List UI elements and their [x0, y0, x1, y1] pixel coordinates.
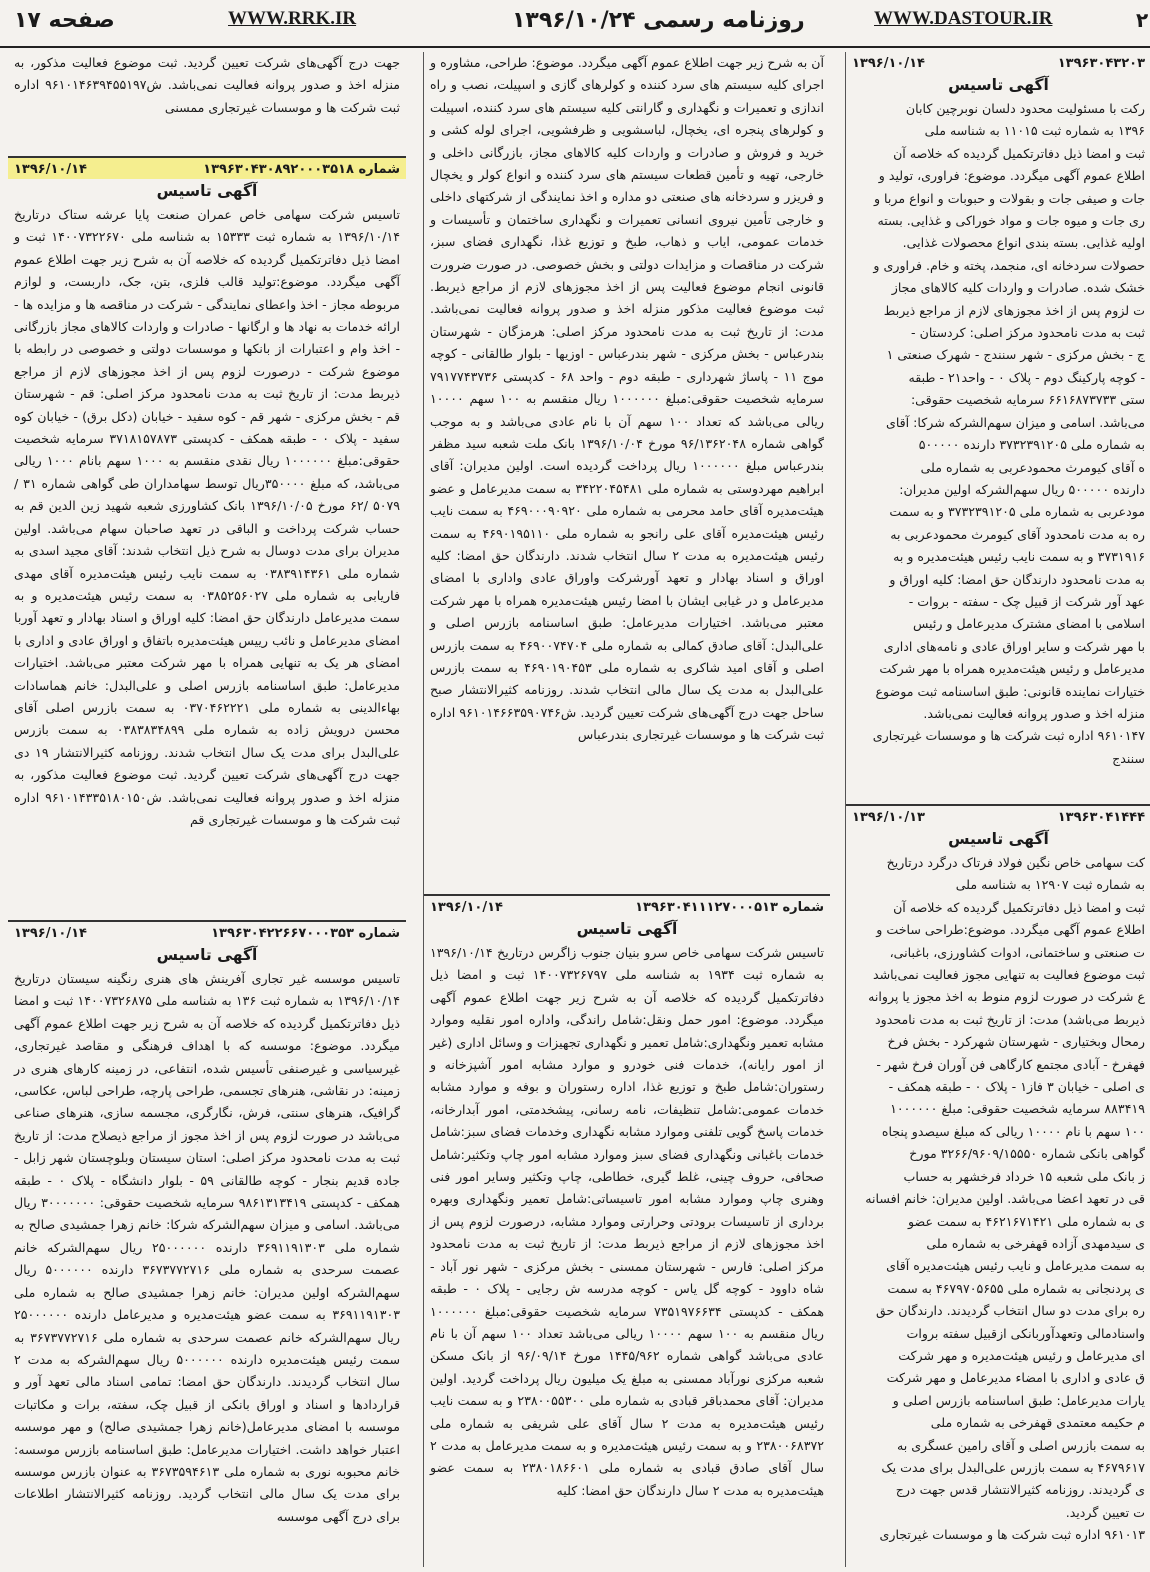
ad-line: اطلاع عموم آگهی میگردد. موضوع: فراوری، تولید و	[878, 168, 1145, 184]
ad-line: ق عادی و اداری با امضاء مدیرعامل و مهر شرکت	[886, 1370, 1145, 1386]
ad-date: ۱۳۹۶/۱۰/۱۴	[852, 56, 925, 71]
ad-line: خشک شده. صادرات و واردات کلیه کالاهای مجاز	[891, 280, 1145, 296]
ad-line: ره به مدت نامحدود آقای کیومرث محمودعربی به	[890, 526, 1145, 542]
ad-line: ذیربط می‌باشد) مدت: از تاریخ ثبت به مدت نامحدود	[875, 1011, 1145, 1027]
ad-line: جات و صیفی جات و بقولات و حبوبات و انواع مربا و	[873, 190, 1145, 206]
ad-number: شماره ۱۳۹۶۳۰۴۳۰۸۹۲۰۰۰۳۵۱۸	[203, 162, 400, 177]
ad-number: شماره ۱۳۹۶۳۰۴۲۲۶۶۷۰۰۰۳۵۳	[211, 926, 400, 941]
ad-line: به شماره ملی ۳۷۳۲۳۹۱۲۰۵ دارنده ۵۰۰۰۰۰	[918, 437, 1145, 453]
ad-line: ت تعیین گردید.	[1065, 1504, 1145, 1520]
ad-meta	[424, 896, 830, 917]
ad-line: ی سیدمهدی آزاده قهفرخی به شماره ملی	[926, 1235, 1145, 1251]
ad-line: مودعربی به شماره ملی ۳۷۳۲۳۹۱۲۰۵ و به سمت	[889, 504, 1145, 520]
ad-line: ۸۸۳۴۱۹ سرمایه شخصیت حقوقی: مبلغ ۱۰۰۰۰۰۰	[890, 1101, 1145, 1117]
ad-line: اسلامی با امضای مشترک مدیرعامل و رئیس	[912, 616, 1145, 632]
ad-line: ی به شماره ملی ۴۶۲۱۶۷۱۴۲۱ به سمت عضو	[908, 1213, 1145, 1229]
column-left	[8, 52, 406, 1567]
ad-line: ره برای مدت دو سال انتخاب گردیدند. دارندگان حق	[875, 1303, 1145, 1319]
ad-line: قی در تعهد اعضا می‌باشد. اولین مدیران: خانم افسانه	[865, 1191, 1145, 1207]
ad-tail	[8, 52, 406, 152]
ad-line: ۴۶۷۹۶۱۷ به سمت بازرس علی‌البدل برای مدت یک	[881, 1459, 1145, 1475]
ad-title: آگهی تاسیس	[948, 76, 1049, 94]
ad-line: مدیرعامل و رئیس هیئت‌مدیره همراه با مهر شرکت	[879, 661, 1145, 677]
ad-tail-text: جهت درج آگهی‌های شرکت تعیین گردید. ثبت موضوع فعالیت مذکور، به منزله اخذ و صدور پروانه فعالیت نمی‌باشد. ش۹۶۱۰۱۴۶۳۹۴۵۵۱۹۷ اداره ثبت شرکت ها و موسسات غیرتجاری ممسنی	[14, 55, 400, 115]
ad-meta	[8, 158, 406, 179]
ad-line: گواهی بانکی شماره ۳۲۶۶/۹۶۰۹/۱۵۵۵۰ مورخ	[909, 1146, 1145, 1162]
ad-line: ثبت و امضا ذیل دفاترتکمیل گردیده که خلاصه آن	[893, 145, 1145, 161]
ad-body: تاسیس شرکت سهامی خاص عمران صنعت پایا عرشه ستاک درتاریخ ۱۳۹۶/۱۰/۱۴ به شماره ثبت ۱۵۳۳۳ به شناسه ملی ۱۴۰۰۷۳۲۲۶۷۰ ثبت و امضا ذیل دفاترتکمیل گردیده که خلاصه آن به شرح زیر جهت اطلاع عموم آگهی میگردد. موضوع:تولید قالب فلزی، بتن، جک، داربست، و لوازم مربوطه مجاز - اخذ واعطای نمایندگی - شرکت در مناقصه ها و مزایده ها - ارائه خدمات به نهاد ها و ارگانها - صادرات و واردات کالاهای مجاز بازرگانی - اخذ وام و اعتبارات از بانکها و موسسات دولتی و خصوصی در رابطه با موضوع شرکت - درصورت لزوم پس از اخذ مجوزهای لازم از مراجع ذیربط مدت: از تاریخ ثبت به مدت نامحدود مرکز اصلی: قم - شهرستان قم - بخش مرکزی - شهر قم - کوه سفید - خیابان (دکل برق) - خیابان کوه سفید - پلاک ۰ - طبقه همکف - کدپستی ۳۷۱۸۱۵۷۸۷۳ سرمایه شخصیت حقوقی:مبلغ ۱۰۰۰۰۰۰ ریال نقدی منقسم به ۱۰۰۰ سهم بانام ۱۰۰۰ ریالی می‌باشد، که مبلغ ۳۵۰۰۰۰ریال توسط سهامداران طی گواهی شماره ۳۱ /۵۰۷۹ /۶۲ مورخ ۱۳۹۶/۱۰/۰۵ بانک کشاورزی شعبه شهید زین الدین قم به حساب شرکت پرداخت و الباقی در تعهد صاحبان سهام می‌باشد. اولین مدیران برای مدت دوسال به شرح ذیل انتخاب شدند: آقای مجید اسدی به شماره ملی ۰۳۸۳۹۱۴۳۶۱ به سمت نایب رئیس هیئت‌مدیره آقای مهدی فاریابی به شماره ملی ۰۳۸۵۲۵۶۰۲۷ به سمت رئیس هیئت‌مدیره و به سمت مدیرعامل دارندگان حق امضا: کلیه اوراق و اسناد بهادار و تعهد آوربا امضای مدیرعامل و نائب رییس هیئت‌مدیره باتفاق و اوراق عادی و اداری با امضای هر یک به تنهایی همراه با مهر شرکت معتبر می‌باشد. اختیارات مدیرعامل: طبق اساسنامه بازرس اصلی و علی‌البدل: خانم هماسادات بهاءالدینی به شماره ملی ۰۳۷۰۴۶۲۲۲۱ به سمت بازرس اصلی آقای محسن درویش زاده به شماره ملی ۰۳۸۳۸۳۴۸۹۹ به سمت بازرس علی‌البدل برای مدت یک سال انتخاب شدند. روزنامه کثیرالانتشار ۱۹ دی جهت درج آگهی‌های شرکت تعیین گردید. ثبت موضوع فعالیت مذکور، به منزله اخذ و صدور پروانه فعالیت نمی‌باشد. ش۹۶۱۰۱۴۳۳۵۱۸۰۱۵۰ اداره ثبت شرکت ها و موسسات غیرتجاری قم	[14, 207, 401, 827]
page-header	[0, 0, 1150, 48]
ad-line: ه آقای کیومرث محمودعربی به شماره ملی	[920, 459, 1145, 475]
ad-block	[846, 804, 1150, 1567]
ad-line: سنندج	[1112, 750, 1145, 766]
ad-title: آگهی تاسیس	[156, 946, 258, 964]
ad-block	[8, 920, 406, 1567]
ad-line: اطلاع عموم آگهی میگردد. موضوع:طراحی ساخت و	[876, 922, 1145, 938]
ad-line: ستی ۶۶۱۶۸۷۳۷۳۳ سرمایه شخصیت حقوقی:	[910, 392, 1145, 408]
newspaper-date-title: روزنامه رسمی ۱۳۹۶/۱۰/۲۴	[512, 8, 805, 33]
ad-date: ۱۳۹۶/۱۰/۱۴	[430, 900, 503, 915]
ad-number: شماره ۱۳۹۶۳۰۴۱۱۱۲۷۰۰۰۵۱۳	[635, 900, 824, 915]
ad-line: ی گردیدند. روزنامه کثیرالانتشار قدس جهت درج	[895, 1482, 1145, 1498]
ad-line: رمحال وبختیاری - شهرستان شهرکرد - بخش فرخ	[887, 1034, 1145, 1050]
ad-body: آن به شرح زیر جهت اطلاع عموم آگهی میگردد. موضوع: طراحی، مشاوره و اجرای کلیه سیستم های سرد کننده و کولرهای گازی و اسپیلت، نصب و راه اندازی و تعمیرات و نگهداری و گارانتی کلیه سیستم های سرد کننده، اسپیلت و کولرهای پنجره ای، یخچال، لباسشویی و ظرفشویی، اجرای لوله کشی و خرید و فروش و صادرات و واردات کلیه کالاهای مجاز، بازرگانی داخلی و خارجی، تهیه و تأمین قطعات سیستم های سرد کننده و انواع کولر و یخچال و فریزر و سردخانه های صنعتی دو مداره و اخذ نمایندگی از شرکتهای داخلی و خارجی تأمین نیروی انسانی تعمیرات و نگهداری ساختمان و تأسیسات و خدمات عمومی، ایاب و ذهاب، طبخ و توزیع غذا، نگهداری فضای سبز، شرکت در مناقصات و مزایدات دولتی و بخش خصوصی. در صورت ضرورت قانونی انجام موضوع فعالیت پس از اخذ مجوزهای لازم از مراجع ذیربط. ثبت موضوع فعالیت مذکور منزله اخذ و صدور پروانه فعالیت نمی‌باشد. مدت: از تاریخ ثبت به مدت نامحدود مرکز اصلی: هرمزگان - شهرستان بندرعباس - بخش مرکزی - شهر بندرعباس - اوزیها - بلوار طالقانی - کوچه موج ۱۱ - پاساژ شهرداری - طبقه دوم - واحد ۶۸ - کدپستی ۷۹۱۷۷۴۳۷۳۶ سرمایه شخصیت حقوقی:مبلغ ۱۰۰۰۰۰۰ ریال منقسم به ۱۰۰ سهم ۱۰۰۰۰ ریالی می‌باشد که تعداد ۱۰۰ سهم آن با نام عادی می‌باشد و به موجب گواهی شماره ۹۶/۱۳۶۲۰۴۸ مورخ ۱۳۹۶/۱۰/۰۴ بانک ملت شعبه سید مظفر بندرعباس مبلغ ۱۰۰۰۰۰۰ ریال پرداخت گردیده است. اولین مدیران: آقای ابراهیم مهردوستی به شماره ملی ۳۴۲۲۰۴۵۴۸۱ به سمت مدیرعامل و عضو هیئت‌مدیره آقای حامد محرمی به شماره ملی ۴۶۹۰۰۰۹۰۹۲۰ به سمت نایب رئیس هیئت‌مدیره آقای علی رانجو به شماره ملی ۴۶۹۰۱۹۵۱۱۰ به سمت رئیس هیئت‌مدیره به مدت ۲ سال انتخاب شدند. دارندگان حق امضا: کلیه اوراق و اسناد بهادار و تعهد آورشرکت واوراق عادی واداری با امضای مدیرعامل و در غیابی ایشان با امضا رئیس هیئت‌مدیره همراه با مهر شرکت معتبر می‌باشد. اختیارات مدیرعامل: طبق اساسنامه بازرس اصلی و علی‌البدل: آقای صادق کمالی به شماره ملی ۴۶۹۰۰۷۴۷۰۴ به سمت بازرس اصلی و آقای امید شاکری به شماره ملی ۴۶۹۰۱۹۰۴۵۳ به سمت بازرس علی‌البدل به مدت یک سال مالی انتخاب شدند. روزنامه کثیرالانتشار صبح ساحل جهت درج آگهی‌های شرکت تعیین گردید. ش۹۶۱۰۱۴۶۶۳۵۹۰۷۴۶ اداره ثبت شرکت ها و موسسات غیرتجاری بندرعباس	[430, 55, 824, 743]
ad-date: ۱۳۹۶/۱۰/۱۴	[14, 162, 87, 177]
ad-line: دارنده ۵۰۰۰۰۰ ریال سهم‌الشرکه اولین مدیران:	[899, 481, 1145, 497]
ad-line: - کوچه پارکینگ دوم - پلاک ۰ - واحد۲۱ - طبقه	[908, 369, 1145, 385]
ad-block	[424, 894, 830, 1567]
site-link-dastour[interactable]: WWW.DASTOUR.IR	[874, 8, 1053, 29]
ad-line: کت سهامی خاص نگین فولاد فرتاک درگرد درتاریخ	[886, 855, 1145, 870]
ad-line: ثبت موضوع فعالیت به تنهایی مجوز فعالیت نمی‌باشد	[873, 967, 1145, 983]
ad-date: ۱۳۹۶/۱۰/۱۳	[852, 810, 925, 825]
ad-line: ع شرکت در صورت لزوم منوط به اخذ مجوز یا پروانه	[868, 989, 1145, 1005]
column-middle	[423, 52, 830, 1567]
page-number: صفحه ۱۷	[14, 8, 115, 33]
ad-line: حصولات سردخانه ای، منجمد، پخته و خام. فراوری و	[873, 257, 1145, 273]
ad-body	[846, 852, 1150, 1547]
ad-line: واسنادمالی وتعهدآوربانکی ازقبیل سفته بروات	[906, 1325, 1145, 1341]
ad-line: ۱۰۰ سهم با نام ۱۰۰۰۰ ریالی که مبلغ سیصدو پنجاه	[881, 1123, 1145, 1139]
ad-line: م حکیمه معتمدی قهفرخی به شماره ملی	[930, 1415, 1145, 1431]
ad-title: آگهی تاسیس	[576, 920, 678, 938]
ad-line: ای مدیرعامل و رئیس هیئت‌مدیره و مهر شرکت	[898, 1347, 1145, 1363]
ad-body: تاسیس موسسه غیر تجاری آفرینش های هنری رنگینه سیستان درتاریخ ۱۳۹۶/۱۰/۱۴ به شماره ثبت ۱۳۶ به شناسه ملی ۱۴۰۰۷۳۲۶۸۷۵ ثبت و امضا ذیل دفاترتکمیل گردیده که خلاصه آن به شرح زیر جهت اطلاع عموم آگهی میگردد. موضوع: موسسه که با اهداف فرهنگی و مقاصد غیرتجاری، غیرسیاسی و غیرصنفی تأسیس شده، انتفاعی، در زمینه کارهای هنری در زمینه: در نقاشی، هنرهای تجسمی، طراحی پارچه، طراحی لباس، عکاسی، گرافیک، هنرهای سنتی، فرش، نگارگری، مجسمه سازی، هنرهای صناعی می‌باشد در صورت لزوم پس از اخذ مجوز از مراجع ذیصلاح مدت: از تاریخ ثبت به مدت نامحدود مرکز اصلی: استان سیستان وبلوچستان شهر زابل - جاده قدیم بنجار - کوچه طالقانی ۵۹ - بلوار دانشگاه - پلاک ۰ - طبقه همکف - کدپستی ۹۸۶۱۳۱۳۴۱۹ سرمایه شخصیت حقوقی: ۳۰۰۰۰۰۰۰ ریال می‌باشد. اسامی و میزان سهم‌الشرکه شرکا: خانم زهرا جمشیدی صالح به شماره ملی ۳۶۹۱۱۹۱۳۰۳ دارنده ۲۵۰۰۰۰۰۰ ریال سهم‌الشرکه خانم عصمت سرحدی به شماره ملی ۳۶۷۳۷۷۲۷۱۶ دارنده ۵۰۰۰۰۰۰ ریال سهم‌الشرکه اولین مدیران: خانم زهرا جمشیدی صالح به شماره ملی ۳۶۹۱۱۹۱۳۰۳ به سمت عضو هیئت‌مدیره و مدیرعامل دارنده ۲۵۰۰۰۰۰۰ ریال سهم‌الشرکه خانم عصمت سرحدی به شماره ملی ۳۶۷۳۷۷۲۷۱۶ به سمت رئیس هیئت‌مدیره دارنده ۵۰۰۰۰۰۰ ریال سهم‌الشرکه به مدت ۲ سال انتخاب گردیدند. دارندگان حق امضا: تمامی اسناد مالی تعهد آور و قراردادها و اسناد و اوراق بانکی از قبیل چک، سفته، برات و مکاتبات موسسه با امضای مدیرعامل(خانم زهرا جمشیدی صالح) و مهر موسسه اعتبار خواهد داشت. اختیارات مدیرعامل: طبق اساسنامه بازرس موسسه: خانم محبوبه نوری به شماره ملی ۳۶۷۳۵۹۴۶۱۳ به عنوان بازرس موسسه برای مدت یک سال مالی انتخاب گردید. روزنامه کثیرالانتشار اطلاعات برای درج آگهی موسسه	[14, 971, 400, 1524]
ad-date: ۱۳۹۶/۱۰/۱۴	[14, 926, 87, 941]
ad-line: ت لزوم پس از اخذ مجوزهای لازم از مراجع ذیربط	[883, 302, 1145, 318]
ad-body: تاسیس شرکت سهامی خاص سرو بنیان جنوب زاگرس درتاریخ ۱۳۹۶/۱۰/۱۴ به شماره ثبت ۱۹۳۴ به شناسه ملی ۱۴۰۰۷۳۲۶۷۹۷ ثبت و امضا ذیل دفاترتکمیل گردیده که خلاصه آن به شرح زیر جهت اطلاع عموم آگهی میگردد. موضوع: امور حمل ونقل:شامل راندگی، واداره امور نقلیه وموارد مشابه تعمیر ونگهداری:شامل تعمیر و نگهداری تجهیزات و وسائل اداری (غیر از امور رایانه)، خدمات فنی خودرو و موارد مشابه امور آشپزخانه و رستوران:شامل طبخ و توزیع غذا، اداره رستوران و بوفه و موارد مشابه خدمات عمومی:شامل تنظیفات، نامه رسانی، پیشخدمتی، امور آبدارخانه، خدمات پاسخ گویی تلفنی وموارد مشابه نگهداری وخدمات فضای سبز:شامل خدمات باغبانی ونگهداری فضای سبز وموارد مشابه امور چاپ وتکثیر:شامل صحافی، حروف چینی، غلط گیری، خطاطی، چاپ وتکثیر وسایر امور فنی وهنری چاپ وموارد مشابه امور تاسیساتی:شامل تعمیر ونگهداری وبهره برداری از تاسیسات برودتی وحرارتی وموارد مشابه، درصورت لزوم پس از اخذ مجوزهای لازم از مراجع ذیربط مدت: از تاریخ ثبت به مدت نامحدود مرکز اصلی: فارس - شهرستان ممسنی - بخش مرکزی - شهر نور آباد - شاه داوود - کوچه گل یاس - کوچه مدرسه ش رجایی - پلاک ۰ - طبقه همکف - کدپستی ۷۳۵۱۹۷۶۶۳۴ سرمایه شخصیت حقوقی:مبلغ ۱۰۰۰۰۰۰ ریال منقسم به ۱۰۰ سهم ۱۰۰۰۰ ریالی می‌باشد تعداد ۱۰۰ سهم آن با نام عادی می‌باشد گواهی شماره ۱۴۴۵/۹۶۲ مورخ ۹۶/۰۹/۱۴ از بانک مسکن شعبه مرکزی نورآباد ممسنی به مبلغ یک میلیون ریال پرداخت گردید. اولین مدیران: آقای محمدباقر قبادی به شماره ملی ۲۳۸۰۰۵۵۳۰۰ و به سمت نایب رئیس هیئت‌مدیره به مدت ۲ سال آقای علی شریفی به شماره ملی ۲۳۸۰۰۶۸۳۷۲ و به سمت رئیس هیئت‌مدیره و به سمت مدیرعامل به مدت ۲ سال آقای صادق قبادی به شماره ملی ۲۳۸۰۱۸۶۶۰۱ به سمت عضو هیئت‌مدیره به مدت ۲ سال دارندگان حق امضا: کلیه	[430, 945, 825, 1498]
ad-line: ثبت و امضا ذیل دفاترتکمیل گردیده که خلاصه آن	[893, 899, 1145, 915]
ad-line: ی اصلی - خیابان ۳ فاز۱ - پلاک ۰ - طبقه همکف -	[888, 1079, 1145, 1095]
ad-meta	[846, 52, 1150, 73]
ad-line: عهد آور شرکت از قبیل چک - سفته - بروات -	[908, 593, 1145, 609]
ad-number: ۱۳۹۶۳۰۴۱۴۴۴	[1057, 810, 1145, 825]
ad-title: آگهی تاسیس	[948, 830, 1049, 848]
ad-line: ثبت به مدت نامحدود مرکز اصلی: کردستان -	[911, 325, 1145, 341]
ad-line: می‌باشد. اسامی و میزان سهم‌الشرکه شرکا: آقای	[885, 414, 1145, 430]
ad-line: منزله اخذ و صدور پروانه فعالیت نمی‌باشد.	[923, 705, 1145, 721]
ad-line: ۹۶۱۰۱۳ اداره ثبت شرکت ها و موسسات غیرتجاری	[879, 1527, 1145, 1543]
ad-line: با مهر شرکت و سایر اوراق عادی و نامه‌های اداری	[883, 638, 1145, 654]
ad-line: ختیارات نماینده قانونی: طبق اساسنامه ثبت موضوع	[875, 683, 1145, 699]
ad-line: به سمت مدیرعامل و نایب رئیس هیئت‌مدیره آقای	[886, 1258, 1145, 1274]
ad-line: به شماره ثبت ۱۲۹۰۷ به شناسه ملی	[955, 877, 1145, 893]
ad-line: ت صنعتی و ساختمانی، ادوات کشاورزی، باغبانی،	[889, 944, 1145, 960]
ad-body	[846, 98, 1150, 770]
ad-line: ز بانک ملی شعبه ۱۵ خرداد فرخشهر به حساب	[903, 1168, 1145, 1184]
ad-line: ۱۳۹۶ به شماره ثبت ۱۱۰۱۵ به شناسه ملی	[924, 123, 1145, 139]
ad-line: ی پردنجانی به شماره ملی ۴۶۷۹۷۰۵۶۵۵ به سمت	[887, 1280, 1145, 1296]
ad-line: ری جات و میوه جات و مواد خوراکی و غذایی. بسته	[877, 213, 1145, 229]
column-right	[845, 52, 1150, 1567]
ad-line: ۳۷۳۱۹۱۶ و به سمت نایب رئیس هیئت‌مدیره و به	[893, 549, 1145, 565]
ad-block	[424, 52, 830, 852]
ad-line: ۹۶۱۰۱۴۷ اداره ثبت شرکت ها و موسسات غیرتجاری	[872, 728, 1145, 744]
ad-line: رکت با مسئولیت محدود دلسان نوبرچین کابان	[905, 101, 1145, 116]
ad-block	[8, 156, 406, 902]
ad-block	[846, 52, 1150, 800]
ad-line: فهفرخ - آبادی مجتمع کارگاهی فن آوران فرخ شهر -	[876, 1056, 1145, 1072]
ad-line: اولیه غذایی. بسته بندی انواع محصولات غذایی.	[902, 235, 1145, 251]
ad-line: ج - بخش مرکزی - شهر سنندج - شهرک صنعتی ۱	[886, 347, 1145, 363]
ad-title: آگهی تاسیس	[156, 182, 258, 200]
ad-meta	[8, 922, 406, 943]
ad-line: به سمت بازرس اصلی و آقای رامین عسگری به	[897, 1437, 1145, 1453]
edge-page-digit: ۲	[1136, 8, 1149, 32]
ad-number: ۱۳۹۶۳۰۴۳۲۰۳	[1057, 56, 1145, 71]
ad-line: به مدت نامحدود دارندگان حق امضا: کلیه اوراق و	[889, 571, 1145, 587]
ad-meta	[846, 806, 1150, 827]
ad-line: یارات مدیرعامل: طبق اساسنامه بازرس اصلی و	[892, 1392, 1145, 1408]
site-link-rrk[interactable]: WWW.RRK.IR	[228, 8, 357, 29]
